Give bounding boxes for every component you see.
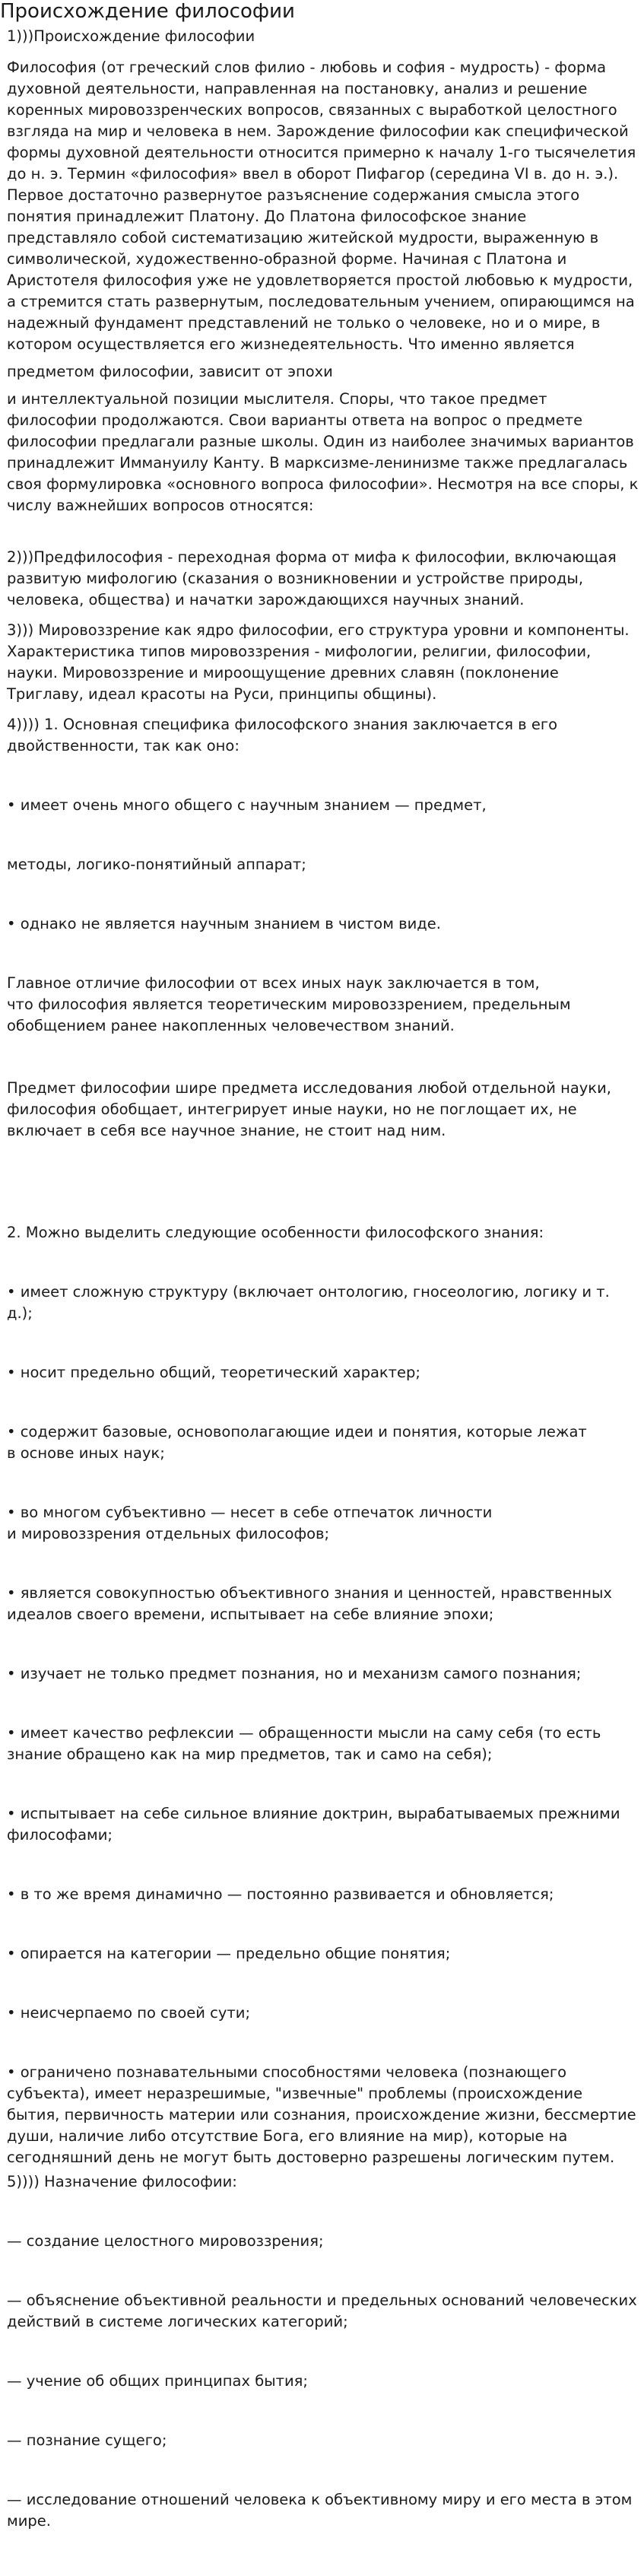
list-item: — объяснение объективной реальности и предельных оснований человеческих действий в системе логических категорий; [7,2292,637,2330]
list-item: • испытывает на себе сильное влияние доктрин, вырабатываемых прежними философами; [7,1805,620,1844]
paragraph-origin-of-philosophy: Философия (от греческий слов филио - любовь и софия - мудрость) - форма духовной деятельности, направленная на постановку, анализ и решение коренных мировоззренческих вопросов, связанных с выработкой целостного взгляда на мир и человека в нем. Зарождение философии как специфической формы духовной деятельности относится примерно к началу 1-го тысячелетия до н. э. Термин «философия» ввел в оборот Пифагор (середина VI в. до н. э.). Первое достаточно развернутое разъяснение содержания смысла этого понятия принадлежит Платону. До Платона философское знание представляло собой систематизацию житейской мудрости, выраженную в символической, художественно-образной форме. Начиная с Платона и Аристотеля философия уже не удовлетворяется простой любовью к мудрости, а стремится стать развернутым, последовательным учением, опирающимся на надежный фундамент представлений не только о человеке, но и о мире, в котором осуществляется его жизнедеятельность. Что именно является [7,59,636,353]
paragraph-subject-scope: Предмет философии шире предмета исследования любой отдельной науки, философия обобщает, интегрирует иные науки, но не поглощает их, не включает в себя все научное знание, не стоит над ним. [7,1079,611,1139]
list-item: • ограничено познавательными способностями человека (познающего субъекта), имеет неразрешимые, "извечные" проблемы (происхождение бытия, первичность материи или сознания, происхождение жизни, бессмертие души, наличие либо отсутствие Бога, его влияние на мир), которые на сегодняшний день не могут быть достоверно разрешены логическим путем. [7,2063,636,2166]
paragraph-section-1-heading: 1)))Происхождение философии [7,27,255,45]
list-item: • имеет очень много общего с научным знанием — предмет, [7,796,487,814]
list-item: • имеет сложную структуру (включает онтологию, гносеологию, логику и т. д.); [7,1283,610,1322]
paragraph-subject-of-philosophy: предметом философии, зависит от эпохи [7,363,333,380]
list-item: — учение об общих принципах бытия; [7,2372,308,2390]
paragraph-worldview: 3))) Мировоззрение как ядро философии, его структура уровни и компоненты. Характеристика типов мировоззрения - мифологии, религии, философии, науки. Мировоззрение и мироощущение древних славян (поклонение Триглаву, идеал красоты на Руси, принципы общины). [7,621,630,703]
list-item: • неисчерпаемо по своей сути; [7,2004,251,2022]
paragraph-specifics: 4)))) 1. Основная специфика философского знания заключается в его двойственности, так как оно: [7,716,557,754]
paragraph-prephilosophy: 2)))Предфилософия - переходная форма от мифа к философии, включающая развитую мифологию (сказания о возникновении и устройстве природы, человека, общества) и начатки зарождающихся научных знаний. [7,548,617,608]
list-item: • является совокупностью объективного знания и ценностей, нравственных идеалов своего времени, испытывает на себе влияние эпохи; [7,1584,612,1623]
paragraph-main-difference: Главное отличие философии от всех иных наук заключается в том, что философия является теоретическим мировоззрением, предельным обобщением ранее накопленных человечеством знаний. [7,974,571,1034]
list-item: • однако не является научным знанием в чистом виде. [7,915,441,932]
list-item: — познание сущего; [7,2431,167,2449]
list-item: методы, логико-понятийный аппарат; [7,856,306,873]
paragraph-features-heading: 2. Можно выделить следующие особенности философского знания: [7,1224,544,1241]
list-item: • содержит базовые, основополагающие идеи и понятия, которые лежат в основе иных наук; [7,1423,587,1462]
list-item: — исследование отношений человека к объективному миру и его места в этом мире. [7,2491,633,2530]
list-item: • опирается на категории — предельно общие понятия; [7,1945,451,1962]
list-item: • изучает не только предмет познания, но и механизм самого познания; [7,1665,582,1682]
list-item: • в то же время динамично — постоянно развивается и обновляется; [7,1885,554,1903]
paragraph-purpose-heading: 5)))) Назначение философии: [7,2173,237,2190]
list-item: • носит предельно общий, теоретический характер; [7,1364,420,1381]
list-item: • имеет качество рефлексии — обращенности мысли на саму себя (то есть знание обращено как на мир предметов, так и само на себя); [7,1724,601,1763]
list-item: — создание целостного мировоззрения; [7,2232,324,2250]
list-item: • во многом субъективно — несет в себе отпечаток личности и мировоззрения отдельных философов; [7,1504,493,1542]
page-title: Происхождение философии [0,0,295,23]
paragraph-intellectual-position: и интеллектуальной позиции мыслителя. Споры, что такое предмет философии продолжаются. Свои варианты ответа на вопрос о предмете философии предлагали разные школы. Один из наиболее значимых вариантов принадлежит Иммануилу Канту. В марксизме-ленинизме также предлагалась своя формулировка «основного вопроса философии». Несмотря на все споры, к числу важнейших вопросов относятся: [7,390,639,514]
